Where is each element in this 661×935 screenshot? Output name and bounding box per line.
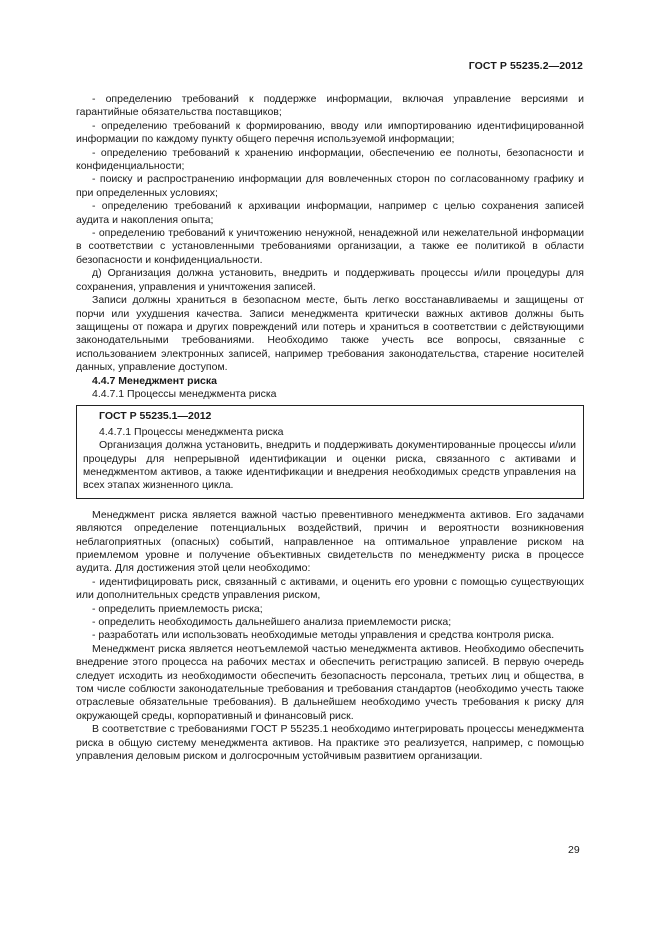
paragraph: В соответствие с требованиями ГОСТ Р 55235.1 необходимо интегрировать процессы менеджмента риска в общую систему менеджмента активов. На практике это реализуется, например, с помощью управления деловым риском и долгосрочным устойчивым развитием организации. [76,723,584,763]
paragraph: Записи должны храниться в безопасном месте, быть легко восстанавливаемы и защищены от порчи или ухудшения качества. Записи менеджмента критически важных активов должны быть защищены от пожара и других повреждений или потерь и храниться в соответствии с действующими законодательными требованиями. Необходимо также учесть все вопросы, связанные с использованием электронных записей, например требования законодательства, старение носителей данных, управление доступом. [76,294,584,374]
paragraph: - поиску и распространению информации для вовлеченных сторон по согласованному графику и при определенных условиях; [76,173,584,199]
citation-paragraph: Организация должна установить, внедрить и поддерживать документированные процессы и/или процедуры для непрерывной идентификации и оценки риска, связанного с активами и менеджментом активов, а также идентификации и внедрения необходимых средств управления на всех этапах жизненного цикла. [83,439,576,492]
paragraph: - определению требований к архивации информации, например с целью сохранения записей аудита и накопления опыта; [76,200,584,226]
paragraph: - определению требований к уничтожению ненужной, ненадежной или нежелательной информации в соответствии с установленными требованиями организации, а также ее политикой в области безопасности и конфиденциальности. [76,227,584,266]
page-number: 29 [568,844,580,856]
citation-title: ГОСТ Р 55235.1—2012 [99,410,212,423]
paragraph: д) Организация должна установить, внедрить и поддерживать процессы и/или процедуры для сохранения, управления и уничтожения записей. [76,267,584,293]
section-heading: 4.4.7 Менеджмент риска [92,374,217,387]
paragraph: - определению требований к хранению информации, обеспечению ее полноты, безопасности и конфиденциальности; [76,146,584,173]
citation-box-wrapper [76,405,584,498]
paragraph: - определить приемлемость риска; [92,602,263,615]
paragraph: - определить необходимость дальнейшего анализа приемлемости риска; [92,616,452,629]
paragraph: - определению требований к формированию, вводу или импортированию идентифицированной информации по каждому пункту общего перечня используемой информации; [76,119,584,146]
citation-paragraph: 4.4.7.1 Процессы менеджмента риска [99,425,284,438]
paragraph: Менеджмент риска является важной частью превентивного менеджмента активов. Его задачами являются определение потенциальных воздействий, причин и вероятности возникновения неблагоприятных (опасных) событий, направленное на оптимальное управление риском на приемлемом уровне и получение объективных свидетельств по менеджменту риска в процессе аудита. Для достижения этой цели необходимо: [76,508,584,575]
paragraph: 4.4.7.1 Процессы менеджмента риска [92,387,277,400]
standard-header: ГОСТ Р 55235.2—2012 [468,60,583,72]
document-body [76,93,584,764]
text-block-bottom [76,509,584,764]
citation-box [76,405,584,498]
paragraph: - идентифицировать риск, связанный с активами, и оценить его уровни с помощью существующих или дополнительных средств управления риском, [76,575,584,602]
paragraph: Менеджмент риска является неотъемлемой частью менеджмента активов. Необходимо обеспечить внедрение этого процесса на рабочих местах и обеспечить регистрацию записей. В первую очередь следует исходить из необходимости обеспечить безопасность персонала, третьих лиц и общества, в том числе соблюсти законодательные требования и требования стандартов (необходимо учесть также отраслевые обязательные требования). В дальнейшем необходимо учесть требования к риску для окружающей среды, корпоративный и финансовый риск. [76,642,584,722]
paragraph: - разработать или использовать необходимые методы управления и средства контроля риска. [92,629,555,642]
paragraph: - определению требований к поддержке информации, включая управление версиями и гарантийные обязательства поставщиков; [76,93,584,119]
text-block-top [76,93,584,401]
